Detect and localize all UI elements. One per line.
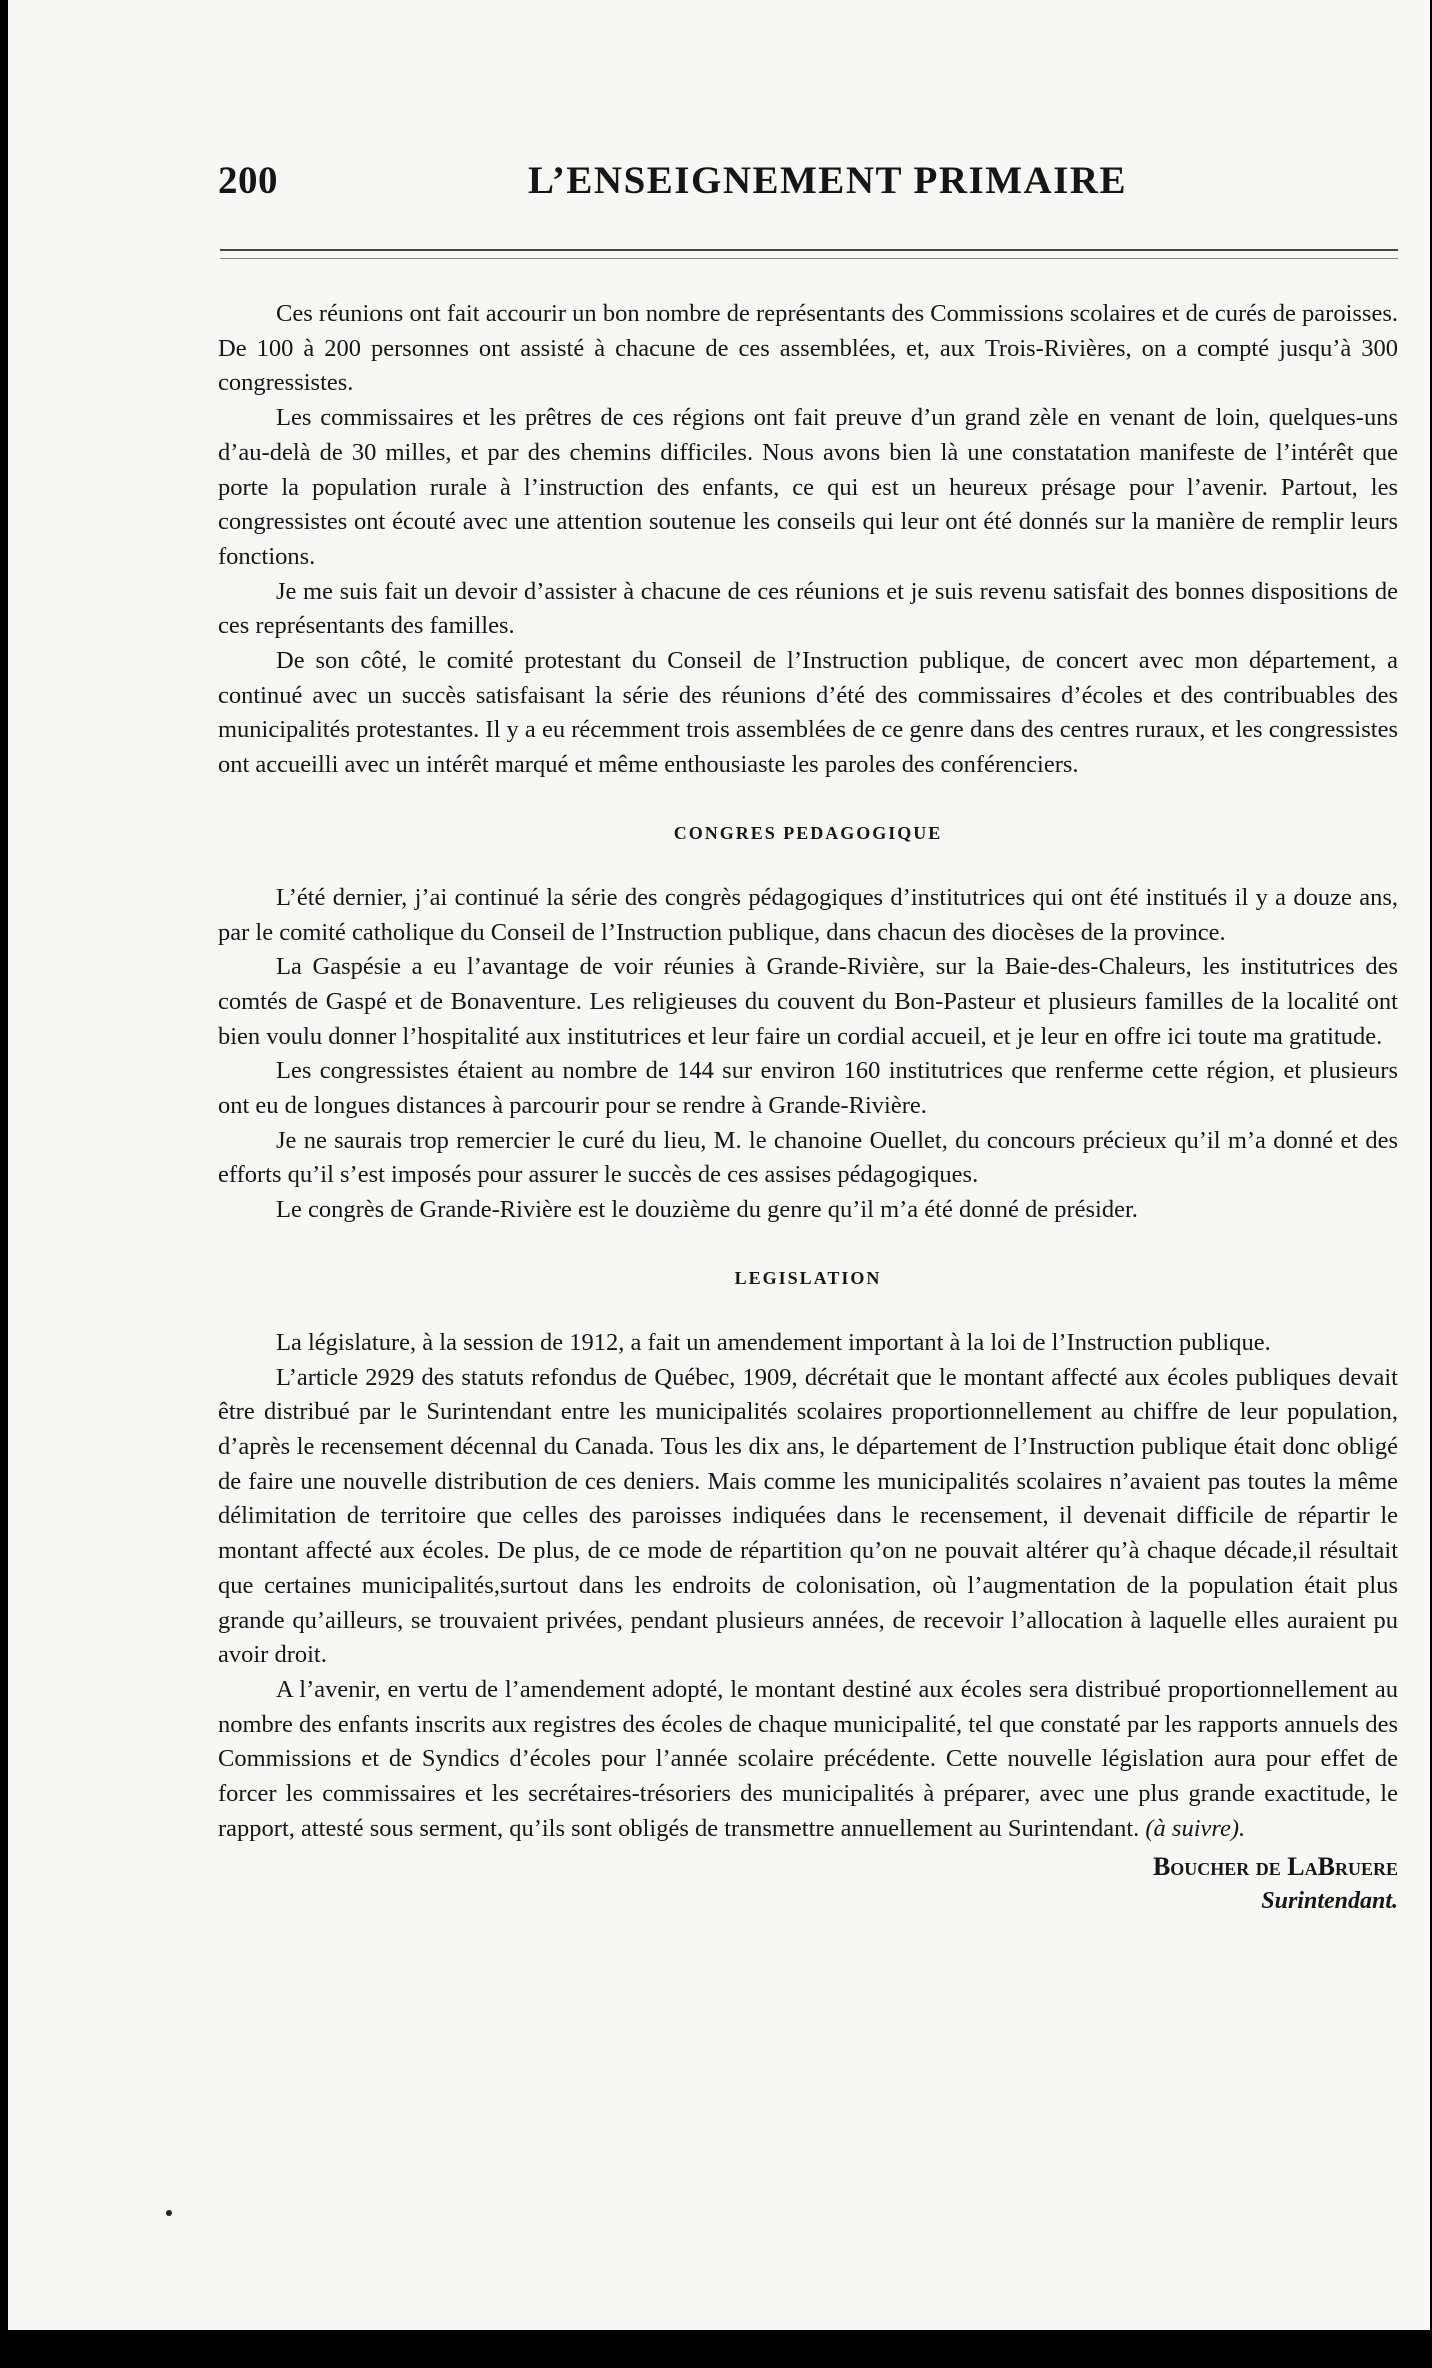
paragraph: Je ne saurais trop remercier le curé du lieu, M. le chanoine Ouellet, du concours précieux qu’il m’a donné et des efforts qu’il s’est imposés pour assurer le succès de ces assises pédagogiques. bbox=[218, 1126, 1398, 1189]
paragraph-last bbox=[218, 1673, 1398, 1847]
document-page bbox=[8, 0, 1430, 2330]
section-heading: LEGISLATION bbox=[734, 1267, 882, 1288]
section-heading: CONGRES PEDAGOGIQUE bbox=[673, 822, 943, 843]
page-body bbox=[218, 297, 1398, 1918]
paragraph: Ces réunions ont fait accourir un bon nombre de représentants des Commissions scolaires et de curés de paroisses. De 100 à 200 personnes ont assisté à chacune de ces assemblées, et, aux Trois-Rivières, on a compté jusqu’à 300 congressistes. bbox=[218, 300, 1398, 397]
paragraph: La Gaspésie a eu l’avantage de voir réunies à Grande-Rivière, sur la Baie-des-Chaleurs, les institutrices des comtés de Gaspé et de Bonaventure. Les religieuses du couvent du Bon-Pasteur et plusieurs familles de la localité ont bien voulu donner l’hospitalité aux institutrices et leur faire un cordial accueil, et je leur en offre ici toute ma gratitude. bbox=[218, 953, 1398, 1050]
page-number: 200 bbox=[218, 159, 278, 202]
paragraph-text: A l’avenir, en vertu de l’amendement adopté, le montant destiné aux écoles sera distribué proportionnellement au nombre des enfants inscrits aux registres des écoles de chaque municipalité, tel que constaté par les rapports annuels des Commissions et de Syndics d’écoles pour l’année scolaire précédente. Cette nouvelle législation aura pour effet de forcer les commissaires et les secrétaires-trésoriers des municipalités à préparer, avec une plus grande exactitude, le rapport, attesté sous serment, qu’ils sont obligés de transmettre annuellement au Surintendant. bbox=[218, 1675, 1398, 1842]
paragraph: Le congrès de Grande-Rivière est le douzième du genre qu’il m’a été donné de présider. bbox=[276, 1196, 1138, 1224]
ink-speck bbox=[166, 2210, 172, 2216]
continued-note: (à suivre). bbox=[1145, 1814, 1246, 1842]
paragraph: De son côté, le comité protestant du Conseil de l’Instruction publique, de concert avec mon département, a continué avec un succès satisfaisant la série des réunions d’été des commissaires d’écoles et des contribuables des municipalités protestantes. Il y a eu récemment trois assemblées de ce genre dans des centres ruraux, et les congressistes ont accueilli avec un intérêt marqué et même enthousiaste les paroles des conférenciers. bbox=[218, 647, 1398, 779]
running-title: L’ENSEIGNEMENT PRIMAIRE bbox=[528, 159, 1128, 202]
paragraph: L’article 2929 des statuts refondus de Québec, 1909, décrétait que le montant affecté aux écoles publiques devait être distribué par le Surintendant entre les municipalités scolaires proportionnellement au chiffre de leur population, d’après le recensement décennal du Canada. Tous les dix ans, le département de l’Instruction publique était donc obligé de faire une nouvelle distribution de ces deniers. Mais comme les municipalités scolaires n’avaient pas toutes la même délimitation de territoire que celles des paroisses indiquées dans le recensement, il devenait difficile de répartir le montant affecté aux écoles. De plus, de ce mode de répartition qu’on ne pouvait altérer qu’à chaque décade,il résultait que certaines municipalités,surtout dans les endroits de colonisation, où l’augmentation de la population était plus grande qu’ailleurs, se trouvaient privées, pendant plusieurs années, de recevoir l’allocation à laquelle elles auraient pu avoir droit. bbox=[218, 1363, 1398, 1669]
paragraph: Les commissaires et les prêtres de ces régions ont fait preuve d’un grand zèle en venant de loin, quelques-uns d’au-delà de 30 milles, et par des chemins difficiles. Nous avons bien là une constatation manifeste de l’intérêt que porte la population rurale à l’instruction des enfants, ce qui est un heureux présage pour l’avenir. Partout, les congressistes ont écouté avec une attention soutenue les conseils qui leur ont été donnés sur la manière de remplir leurs fonctions. bbox=[218, 404, 1398, 570]
signature-name: Boucher de LaBruere bbox=[1152, 1852, 1398, 1882]
signature-title: Surintendant. bbox=[1261, 1888, 1398, 1915]
header-rule bbox=[220, 249, 1398, 251]
paragraph: L’été dernier, j’ai continué la série des congrès pédagogiques d’institutrices qui ont été institués il y a douze ans, par le comité catholique du Conseil de l’Instruction publique, dans chacun des diocèses de la province. bbox=[218, 883, 1398, 946]
paragraph: La législature, à la session de 1912, a fait un amendement important à la loi de l’Instruction publique. bbox=[276, 1328, 1271, 1356]
paragraph: Les congressistes étaient au nombre de 144 sur environ 160 institutrices que renferme cette région, et plusieurs ont eu de longues distances à parcourir pour se rendre à Grande-Rivière. bbox=[218, 1057, 1398, 1120]
paragraph: Je me suis fait un devoir d’assister à chacune de ces réunions et je suis revenu satisfait des bonnes dispositions de ces représentants des familles. bbox=[218, 577, 1398, 640]
header-rule-thin bbox=[220, 258, 1398, 259]
